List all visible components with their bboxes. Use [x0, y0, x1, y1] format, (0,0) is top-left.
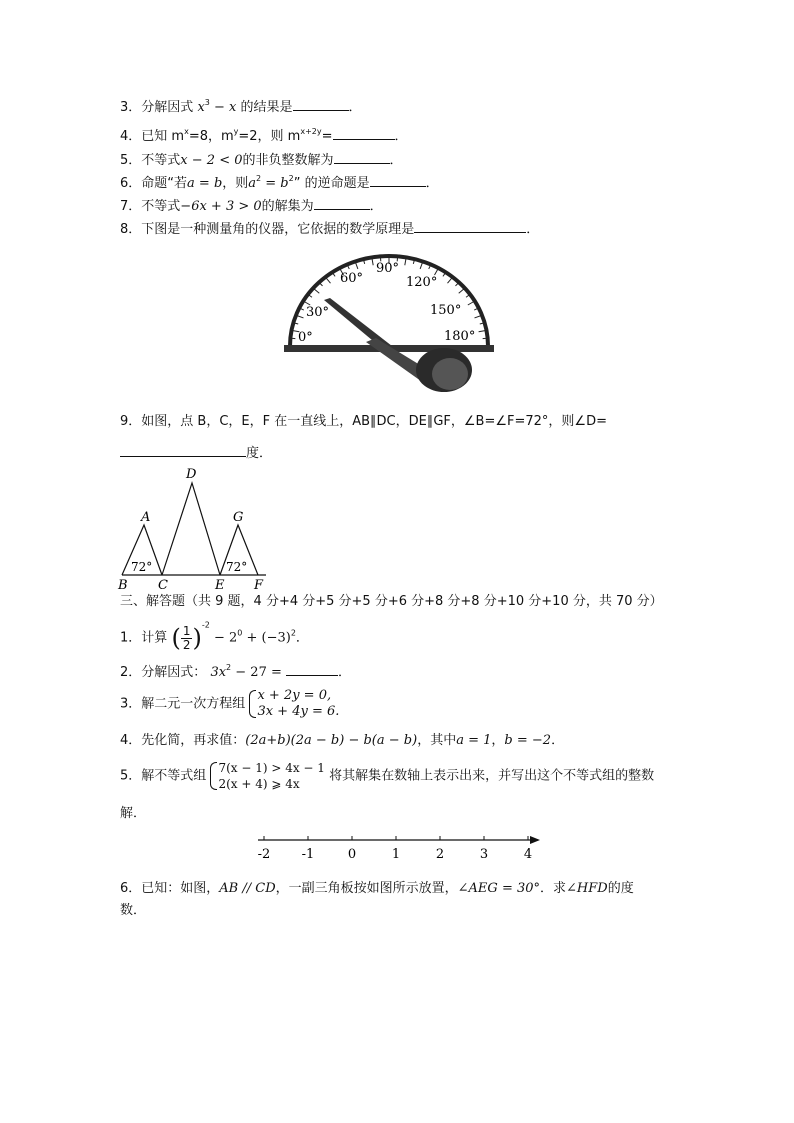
- number-line-label: -1: [301, 847, 315, 862]
- answer-blank[interactable]: [333, 127, 395, 140]
- answer-blank[interactable]: [414, 220, 526, 233]
- point-label-A: A: [141, 510, 151, 525]
- question-8: 8．下图是一种测量角的仪器，它依据的数学原理是 ．: [120, 222, 540, 237]
- protractor-label: 0°: [298, 330, 313, 345]
- section-3-title: 三、解答题（共 9 题，4 分+4 分+5 分+5 分+6 分+8 分+8 分+10 分+10 分，共 70 分）: [120, 594, 663, 609]
- protractor-tick: [447, 277, 452, 283]
- number-line-label: 2: [435, 847, 445, 862]
- protractor-label: 30°: [306, 305, 330, 320]
- angle-label-F: 72°: [226, 560, 248, 574]
- protractor-label: 150°: [430, 303, 462, 318]
- problem-1: 1．计算 ( $\frac{1}{2}$ )$^{-2} - 2^0 + (-3)^2$．: [120, 620, 309, 652]
- number-line-label: -2: [257, 847, 271, 862]
- point-label-G: G: [233, 510, 244, 525]
- protractor-label: 120°: [406, 275, 438, 290]
- answer-blank[interactable]: [370, 174, 426, 187]
- answer-blank[interactable]: [120, 444, 246, 457]
- answer-blank[interactable]: [286, 663, 338, 676]
- number-line-label: 0: [347, 847, 357, 862]
- question-3: 3．分解因式 $x^3 - x$ 的结果是 ．: [120, 98, 362, 115]
- question-7: 7．不等式−6x + 3 > 0的解集为 ．: [120, 199, 383, 214]
- protractor-tick: [325, 277, 330, 283]
- angle-label-B: 72°: [131, 560, 153, 574]
- protractor-label: 90°: [376, 261, 400, 276]
- point-label-F: F: [254, 578, 264, 593]
- number-line-label: 4: [523, 847, 533, 862]
- problem-2: 2．分解因式： $3x^2 - 27$ = ．: [120, 663, 352, 680]
- protractor-label: 180°: [444, 329, 476, 344]
- problem-6-line2: 数．: [120, 903, 147, 918]
- arrow-right-icon: [530, 836, 540, 844]
- answer-blank[interactable]: [334, 151, 390, 164]
- number-line-label: 1: [391, 847, 401, 862]
- question-6: 6．命题“若a = b，则$a^2 = b^2$” 的逆命题是 ．: [120, 174, 439, 191]
- question-4: 4．已知 $m^x=8$，$m^y=2$，则 $m^{x+2y}=$ ．: [120, 127, 408, 144]
- question-9-line2: 度．: [120, 444, 272, 463]
- protractor-figure: [278, 246, 500, 396]
- point-label-B: B: [118, 578, 128, 593]
- number-line-label: 3: [479, 847, 489, 862]
- equation-system: x + 2y = 0, 3x + 4y = 6.: [249, 688, 339, 720]
- point-label-E: E: [215, 578, 225, 593]
- problem-5: 5．解不等式组 7(x − 1) > 4x − 1 2(x + 4) ⩾ 4x 将其解集在数轴上表示出来，并写出这个不等式组的整数: [120, 761, 655, 791]
- protractor-tick: [313, 288, 319, 293]
- inequality-system: 7(x − 1) > 4x − 1 2(x + 4) ⩾ 4x: [210, 760, 325, 792]
- problem-3: 3．解二元一次方程组 x + 2y = 0, 3x + 4y = 6.: [120, 688, 340, 719]
- problem-4: 4．先化简，再求值：(2a+b)(2a − b) − b(a − b)，其中a = 1，b = −2．: [120, 733, 565, 748]
- point-label-C: C: [158, 578, 168, 593]
- question-9: 9．如图，点 B，C，E，F 在一直线上，AB∥DC，DE∥GF，∠B=∠F=72°，则∠D=: [120, 414, 607, 429]
- triangle-figure: [114, 465, 274, 593]
- protractor-tick: [459, 288, 465, 293]
- problem-6: 6．已知：如图，AB // CD，一副三角板按如图所示放置，∠AEG = 30°．求∠HFD的度: [120, 881, 634, 896]
- answer-blank[interactable]: [314, 197, 370, 210]
- protractor-label: 60°: [340, 271, 364, 286]
- point-label-D: D: [186, 467, 197, 482]
- number-line: [250, 826, 550, 866]
- problem-5-line2: 解．: [120, 806, 147, 821]
- question-5: 5．不等式x − 2 < 0的非负整数解为 ．: [120, 153, 403, 168]
- fraction: $\frac{1}{2}$: [182, 623, 191, 652]
- answer-blank[interactable]: [293, 98, 349, 111]
